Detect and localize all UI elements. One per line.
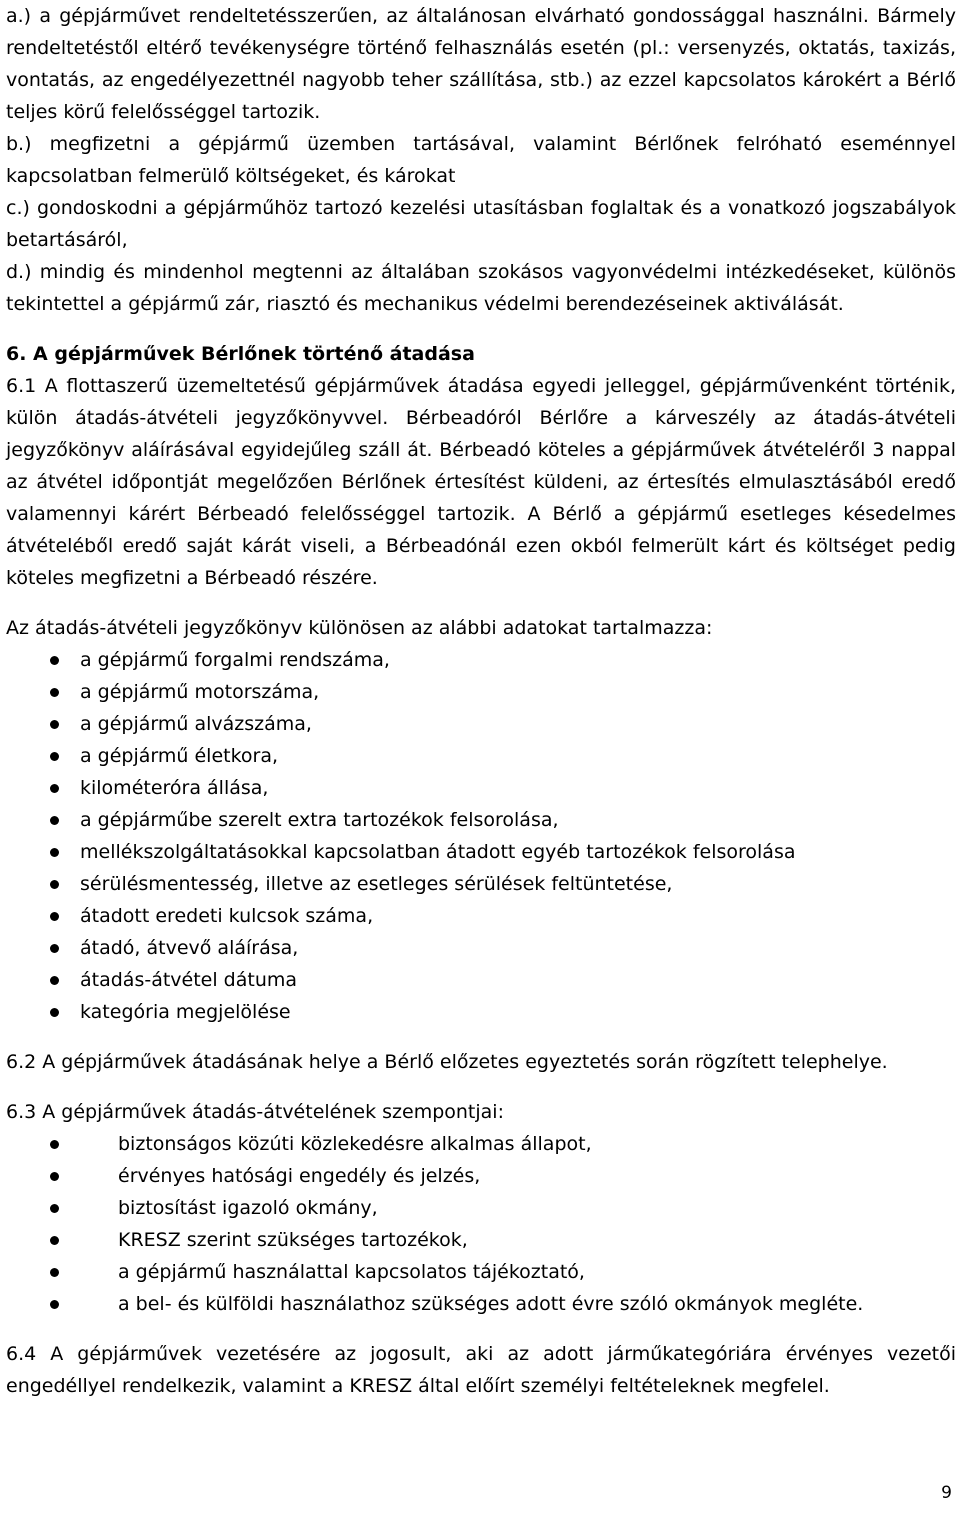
spacer [6,1320,956,1338]
list-item [6,964,956,996]
spacer [6,594,956,612]
list-item-text: a bel- és külföldi használathoz szükséges adott évre szóló okmányok megléte. [118,1293,864,1315]
list-item [6,996,956,1028]
section-heading: 6. A gépjárművek Bérlőnek történő átadása [6,343,475,365]
list-item-text: KRESZ szerint szükséges tartozékok, [118,1229,468,1251]
list-item [6,868,956,900]
bullet-icon [50,1268,59,1277]
list-item-text: biztonságos közúti közlekedésre alkalmas állapot, [118,1133,592,1155]
list-item [6,1288,956,1320]
bullet-icon [50,1236,59,1245]
list-item-text: a gépjármű forgalmi rendszáma, [80,649,390,671]
handover-aspects-list [6,1128,956,1320]
list-item-text: átadás-átvétel dátuma [80,969,298,991]
list-item [6,804,956,836]
list-item [6,932,956,964]
list-item-text: a gépjármű alvázszáma, [80,713,312,735]
list-item-text: kategória megjelölése [80,1001,291,1023]
bullet-icon [50,688,59,697]
protocol-list [6,644,956,1028]
list-item [6,836,956,868]
bullet-icon [50,720,59,729]
bullet-icon [50,880,59,889]
protocol-intro: Az átadás-átvételi jegyzőkönyv különösen az alábbi adatokat tartalmazza: [6,617,713,639]
bullet-icon [50,1140,59,1149]
spacer [6,320,956,338]
page-number: 9 [941,1483,952,1503]
paragraph-b: b.) megfizetni a gépjármű üzemben tartásával, valamint Bérlőnek felróható eseménnyel kapcsolatban felmerülő költségeket, és károkat [6,133,956,187]
list-item-text: a gépjármű használattal kapcsolatos tájékoztató, [118,1261,585,1283]
list-item-text: a gépjármű életkora, [80,745,279,767]
bullet-icon [50,976,59,985]
bullet-icon [50,1300,59,1309]
list-item [6,740,956,772]
list-item [6,772,956,804]
list-item [6,644,956,676]
list-item [6,1128,956,1160]
spacer [6,1028,956,1046]
list-item-text: átadott eredeti kulcsok száma, [80,905,374,927]
list-item [6,708,956,740]
list-item-text: átadó, átvevő aláírása, [80,937,299,959]
bullet-icon [50,784,59,793]
bullet-icon [50,656,59,665]
list-item-text: a gépjármű motorszáma, [80,681,320,703]
list-item [6,1160,956,1192]
paragraph-6-3-intro: 6.3 A gépjárművek átadás-átvételének szempontjai: [6,1101,504,1123]
list-item-text: a gépjárműbe szerelt extra tartozékok felsorolása, [80,809,559,831]
bullet-icon [50,1172,59,1181]
bullet-icon [50,816,59,825]
paragraph-6-4: 6.4 A gépjárművek vezetésére az jogosult, aki az adott járműkategóriára érvényes vezetői engedéllyel rendelkezik, valamint a KRESZ által előírt személyi feltételeknek megfelel. [6,1343,956,1397]
list-item [6,676,956,708]
list-item-text: sérülésmentesség, illetve az esetleges sérülések feltüntetése, [80,873,673,895]
bullet-icon [50,848,59,857]
bullet-icon [50,944,59,953]
document-page [6,0,956,1402]
paragraph-c: c.) gondoskodni a gépjárműhöz tartozó kezelési utasításban foglaltak és a vonatkozó jogszabályok betartásáról, [6,197,956,251]
list-item [6,1224,956,1256]
list-item [6,1192,956,1224]
bullet-icon [50,1008,59,1017]
list-item [6,1256,956,1288]
spacer [6,1078,956,1096]
list-item-text: biztosítást igazoló okmány, [118,1197,378,1219]
paragraph-a: a.) a gépjárművet rendeltetésszerűen, az általánosan elvárható gondossággal használni. Bármely rendeltetéstől eltérő tevékenységre történő felhasználás esetén (pl.: versenyzés, oktatás, taxizás, vontatás, az engedélyezettnél nagyobb teher szállítása, stb.) az ezzel kapcsolatos károkért a Bérlő teljes körű felelősséggel tartozik. [6,5,956,123]
paragraph-6-1: 6.1 A flottaszerű üzemeltetésű gépjárművek átadása egyedi jelleggel, gépjárművenként történik, külön átadás-átvételi jegyzőkönyvvel. Bérbeadóról Bérlőre a kárveszély az átadás-átvételi jegyzőkönyv aláírásával egyidejűleg száll át. Bérbeadó köteles a gépjárművek átvételéről 3 nappal az átvétel időpontját megelőzően Bérlőnek értesítést küldeni, az értesítés elmulasztásából eredő valamennyi kárért Bérbeadó felelősséggel tartozik. A Bérlő a gépjármű esetleges késedelmes átvételéből eredő saját kárát viseli, a Bérbeadónál ezen okból felmerült kárt és költséget pedig köteles megfizetni a Bérbeadó részére. [6,375,956,589]
bullet-icon [50,752,59,761]
bullet-icon [50,1204,59,1213]
paragraph-d: d.) mindig és mindenhol megtenni az általában szokásos vagyonvédelmi intézkedéseket, különös tekintettel a gépjármű zár, riasztó és mechanikus védelmi berendezéseinek aktiválását. [6,261,956,315]
list-item-text: érvényes hatósági engedély és jelzés, [118,1165,481,1187]
list-item-text: mellékszolgáltatásokkal kapcsolatban átadott egyéb tartozékok felsorolása [80,841,796,863]
list-item [6,900,956,932]
list-item-text: kilométeróra állása, [80,777,269,799]
paragraph-6-2: 6.2 A gépjárművek átadásának helye a Bérlő előzetes egyeztetés során rögzített telephelye. [6,1051,888,1073]
bullet-icon [50,912,59,921]
